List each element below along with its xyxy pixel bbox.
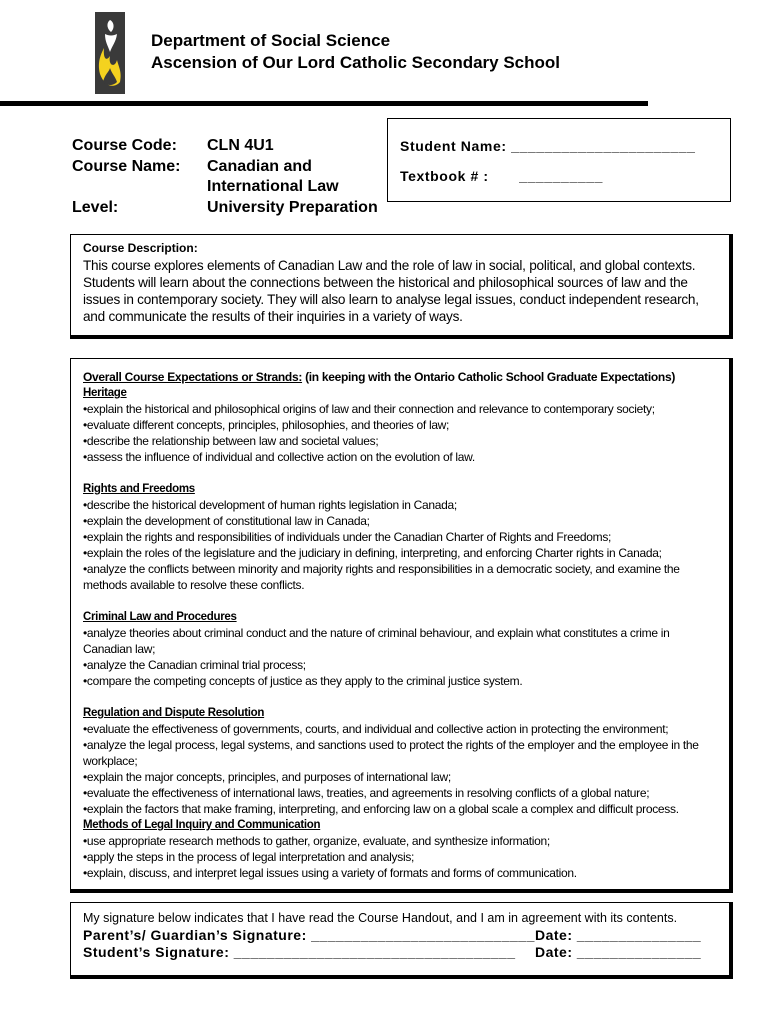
department-title: Department of Social Science: [151, 31, 391, 50]
document-header: [151, 30, 560, 74]
header-divider: [0, 101, 648, 106]
section-title-heritage: Heritage: [83, 387, 127, 399]
student-info-box: [387, 118, 731, 202]
list-item: • explain, discuss, and interpret legal issues using a variety of formats and forms of communication.: [83, 865, 721, 881]
list-item: • evaluate the effectiveness of international laws, treaties, and agreements in resolving conflicts of a global nature;: [83, 785, 721, 801]
school-title: Ascension of Our Lord Catholic Secondary School: [151, 53, 561, 72]
list-item: • evaluate different concepts, principles, philosophies, and theories of law;: [83, 417, 721, 433]
list-item: • evaluate the effectiveness of governments, courts, and individual and collective action in protecting the environment;: [83, 721, 721, 737]
list-item: • analyze theories about criminal conduct and the nature of criminal behaviour, and explain what constitutes a crime in Canadian law;: [83, 625, 721, 657]
list-item: • explain the roles of the legislature and the judiciary in defining, interpreting, and enforcing Charter rights in Canada;: [83, 545, 721, 561]
level-value: University Preparation: [207, 198, 378, 216]
list-item: • explain the rights and responsibilities of individuals under the Canadian Charter of Rights and Freedoms;: [83, 529, 721, 545]
expectations-heading: [83, 369, 721, 385]
level-label: Level:: [72, 198, 119, 216]
parent-signature-field[interactable]: Parent’s/ Guardian’s Signature: ___________________________: [83, 927, 535, 943]
list-item: • describe the relationship between law and societal values;: [83, 433, 721, 449]
course-name-value-line2: International Law: [207, 178, 339, 195]
course-description-box: [70, 234, 733, 339]
signature-note: My signature below indicates that I have read the Course Handout, and I am in agreement with its contents.: [83, 911, 678, 925]
expectations-box: [70, 358, 733, 893]
textbook-label: Textbook # :: [400, 168, 489, 184]
section-title-methods: Methods of Legal Inquiry and Communication: [83, 819, 321, 831]
list-item: • assess the influence of individual and collective action on the evolution of law.: [83, 449, 721, 465]
list-item: • analyze the legal process, legal systems, and sanctions used to protect the rights of the employer and the employee in the workplace;: [83, 737, 721, 769]
course-description-body: This course explores elements of Canadian Law and the role of law in social, political, and global contexts. Students will learn about the connections between the historical and philosophical sources of law and the issues in contemporary society. They will also learn to analyse legal issues, conduct independent research, and communicate the results of their inquiries in a variety of ways.: [83, 258, 699, 324]
course-description-title: Course Description:: [83, 241, 198, 255]
textbook-field[interactable]: [400, 168, 603, 184]
course-code-value: CLN 4U1: [207, 137, 274, 154]
list-item: • explain the development of constitutional law in Canada;: [83, 513, 721, 529]
textbook-blank: __________: [519, 168, 603, 184]
list-item: • analyze the Canadian criminal trial process;: [83, 657, 721, 673]
course-name-value-line1: Canadian and: [207, 157, 312, 175]
list-item: • explain the major concepts, principles, and purposes of international law;: [83, 769, 721, 785]
course-name-label: Course Name:: [72, 157, 181, 175]
section-title-regulation: Regulation and Dispute Resolution: [83, 707, 265, 719]
expectations-heading-note: (in keeping with the Ontario Catholic School Graduate Expectations): [302, 370, 676, 384]
parent-date-field[interactable]: Date: _______________: [535, 927, 702, 943]
student-date-field[interactable]: Date: _______________: [535, 944, 702, 960]
section-title-criminal: Criminal Law and Procedures: [83, 611, 237, 623]
student-signature-field[interactable]: Student’s Signature: __________________________________: [83, 944, 516, 960]
expectations-heading-main: Overall Course Expectations or Strands:: [83, 370, 303, 384]
list-item: • analyze the conflicts between minority and majority rights and responsibilities in a democratic society, and examine the methods available to resolve these conflicts.: [83, 561, 721, 593]
signature-box: [70, 902, 733, 979]
list-item: • apply the steps in the process of legal interpretation and analysis;: [83, 849, 721, 865]
course-code-label: Course Code:: [72, 137, 177, 154]
school-logo-icon: [95, 12, 125, 94]
list-item: • describe the historical development of human rights legislation in Canada;: [83, 497, 721, 513]
list-item: • explain the factors that make framing, interpreting, and enforcing law on a global scale a complex and difficult process.: [83, 801, 721, 817]
section-title-rights: Rights and Freedoms: [83, 483, 195, 495]
list-item: • use appropriate research methods to gather, organize, evaluate, and synthesize information;: [83, 833, 721, 849]
student-name-field[interactable]: Student Name: ______________________: [400, 138, 696, 154]
list-item: • compare the competing concepts of justice as they apply to the criminal justice system.: [83, 673, 721, 689]
course-info: [72, 136, 407, 218]
list-item: • explain the historical and philosophical origins of law and their connection and relevance to contemporary society;: [83, 401, 721, 417]
